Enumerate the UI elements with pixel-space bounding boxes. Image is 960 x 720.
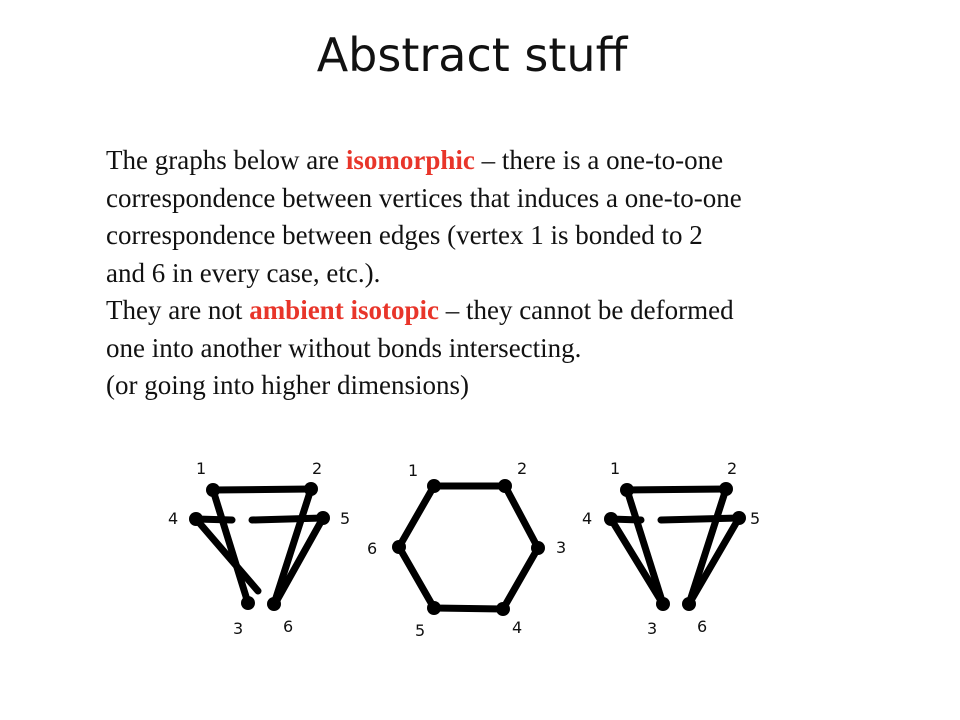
graph-right bbox=[611, 489, 739, 604]
vertex-label: 4 bbox=[168, 509, 179, 528]
vertex-label: 2 bbox=[517, 459, 528, 478]
vertex-dot bbox=[496, 602, 510, 616]
vertex-label: 5 bbox=[415, 621, 426, 640]
text-segment: – there is a one-to-one bbox=[474, 145, 724, 175]
term-isomorphic: isomorphic bbox=[345, 145, 475, 175]
vertex-label: 5 bbox=[340, 509, 351, 528]
vertex-dot bbox=[392, 540, 406, 554]
vertex-dot bbox=[241, 596, 255, 610]
text-line-4: and 6 in every case, etc.). bbox=[106, 257, 381, 288]
vertex-dot bbox=[267, 597, 281, 611]
edge-1-2 bbox=[213, 489, 311, 490]
vertex-label: 1 bbox=[196, 459, 207, 478]
vertex-label: 3 bbox=[233, 619, 244, 638]
text-segment: – they cannot be deformed bbox=[438, 295, 734, 325]
vertex-dot bbox=[316, 511, 330, 525]
text-line-3: correspondence between edges (vertex 1 is bonded to 2 bbox=[106, 220, 703, 250]
edge-1-2 bbox=[627, 489, 726, 490]
vertex-dot bbox=[427, 601, 441, 615]
vertex-dot bbox=[189, 512, 203, 526]
vertex-label: 2 bbox=[312, 459, 323, 478]
vertex-dot bbox=[732, 511, 746, 525]
vertex-dot bbox=[682, 597, 696, 611]
vertex-dot bbox=[498, 479, 512, 493]
vertex-dot bbox=[427, 479, 441, 493]
vertex-label: 1 bbox=[610, 459, 621, 478]
vertex-label: 1 bbox=[408, 461, 419, 480]
text-line-6: one into another without bonds intersecting. bbox=[106, 332, 582, 363]
vertex-label: 2 bbox=[727, 459, 738, 478]
vertex-dot bbox=[719, 482, 733, 496]
text-line-2: correspondence between vertices that induces a one-to-one bbox=[106, 182, 742, 213]
text-line-7: (or going into higher dimensions) bbox=[106, 370, 469, 400]
text-segment: The graphs below are bbox=[106, 145, 346, 175]
vertex-label: 5 bbox=[750, 509, 761, 528]
vertex-dot bbox=[206, 483, 220, 497]
text-segment: They are not bbox=[106, 295, 250, 325]
vertex-dot bbox=[656, 597, 670, 611]
vertex-dot bbox=[620, 483, 634, 497]
edge-4-5 bbox=[661, 518, 739, 520]
vertex-label: 6 bbox=[367, 539, 378, 558]
vertex-label: 6 bbox=[283, 617, 294, 636]
edge-4-5 bbox=[252, 518, 323, 520]
term-ambient-isotopic: ambient isotopic bbox=[249, 295, 439, 325]
vertex-label: 6 bbox=[697, 617, 708, 636]
graph-left bbox=[196, 489, 323, 604]
vertex-label: 3 bbox=[556, 538, 567, 557]
slide-title: Abstract stuff bbox=[316, 28, 628, 82]
vertex-dot bbox=[604, 512, 618, 526]
vertex-label: 3 bbox=[647, 619, 658, 638]
vertex-label: 4 bbox=[512, 618, 523, 637]
edge-1-3 bbox=[627, 490, 663, 604]
graph-middle bbox=[399, 486, 538, 609]
hexagon-edges bbox=[399, 486, 538, 609]
vertex-dot bbox=[304, 482, 318, 496]
vertex-label: 4 bbox=[582, 509, 593, 528]
vertex-dot bbox=[531, 541, 545, 555]
